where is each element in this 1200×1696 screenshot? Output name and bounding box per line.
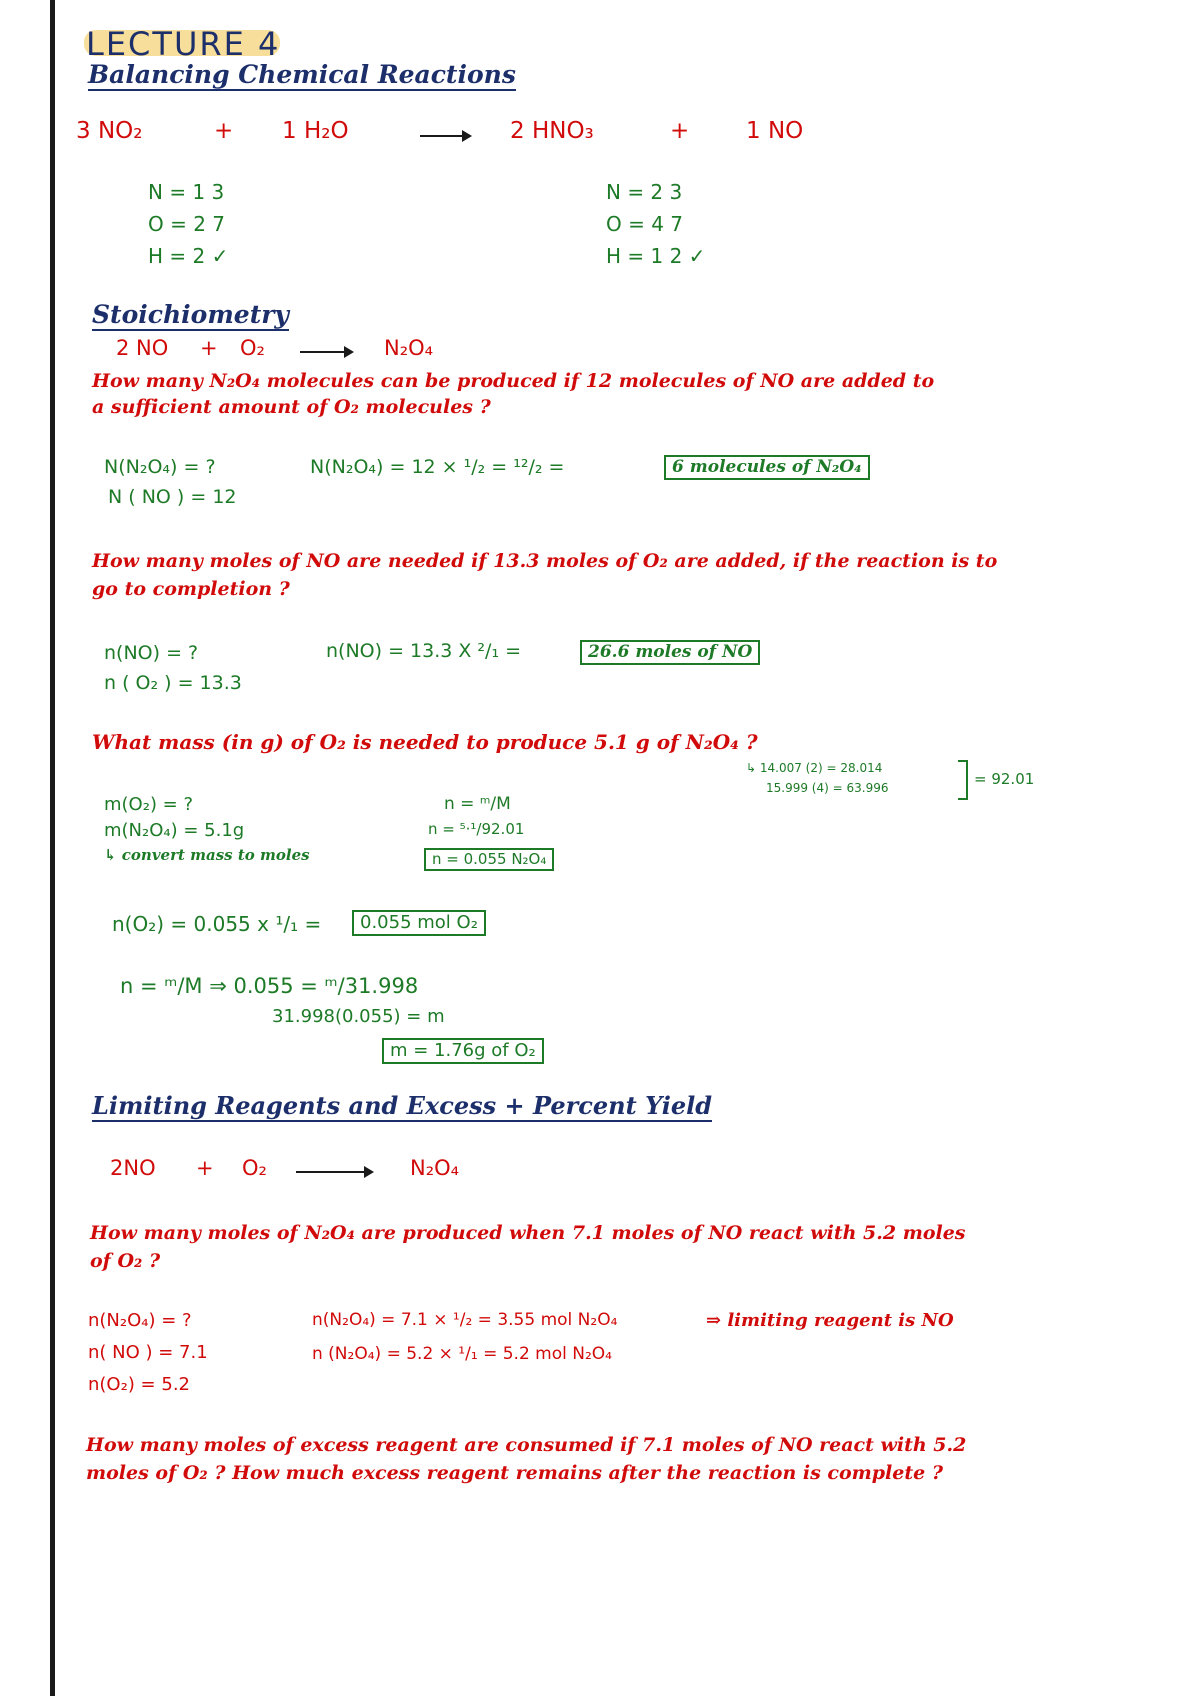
question-text: a sufficient amount of O₂ molecules ? bbox=[92, 396, 491, 418]
molar-mass-step: ↳ 14.007 (2) = 28.014 bbox=[746, 761, 883, 775]
answer-box: 6 molecules of N₂O₄ bbox=[664, 455, 870, 480]
given-value: N ( NO ) = 12 bbox=[108, 486, 237, 508]
reactant-no: 2 NO bbox=[116, 336, 169, 360]
question-text: moles of O₂ ? How much excess reagent remains after the reaction is complete ? bbox=[86, 1462, 943, 1484]
given-value: m(O₂) = ? bbox=[104, 794, 194, 815]
question-text: How many N₂O₄ molecules can be produced if 12 molecules of NO are added to bbox=[92, 370, 935, 392]
reaction-arrow bbox=[300, 351, 352, 353]
atom-count-right: O = 4 7 bbox=[606, 212, 684, 236]
given-value: n(O₂) = 5.2 bbox=[88, 1374, 190, 1395]
conclusion-text: ⇒ limiting reagent is NO bbox=[706, 1310, 954, 1331]
question-text: How many moles of N₂O₄ are produced when 7.1 moles of NO react with 5.2 moles bbox=[90, 1222, 966, 1244]
question-text: What mass (in g) of O₂ is needed to produce 5.1 g of N₂O₄ ? bbox=[92, 730, 758, 754]
given-value: n ( O₂ ) = 13.3 bbox=[104, 672, 242, 694]
question-text: How many moles of excess reagent are consumed if 7.1 moles of NO react with 5.2 bbox=[86, 1434, 967, 1456]
section-heading-limiting: Limiting Reagents and Excess + Percent Yield bbox=[92, 1091, 713, 1120]
question-text: How many moles of NO are needed if 13.3 moles of O₂ are added, if the reaction is to bbox=[92, 550, 998, 572]
calculation: n(NO) = 13.3 X ²/₁ = bbox=[326, 640, 522, 662]
calculation: N(N₂O₄) = 12 × ¹/₂ = ¹²/₂ = bbox=[310, 456, 565, 478]
calculation: n (N₂O₄) = 5.2 × ¹/₁ = 5.2 mol N₂O₄ bbox=[312, 1344, 612, 1364]
product-n2o4: N₂O₄ bbox=[384, 336, 434, 360]
given-value: N(N₂O₄) = ? bbox=[104, 456, 216, 478]
atom-count-left: O = 2 7 bbox=[148, 212, 226, 236]
answer-box: 26.6 moles of NO bbox=[580, 640, 760, 665]
atom-count-left: N = 1 3 bbox=[148, 180, 225, 204]
reactant-o2: O₂ bbox=[240, 336, 265, 360]
given-value: n( NO ) = 7.1 bbox=[88, 1342, 208, 1363]
product-no: 1 NO bbox=[746, 118, 804, 144]
answer-box: n = 0.055 N₂O₄ bbox=[424, 848, 554, 871]
answer-box: m = 1.76g of O₂ bbox=[382, 1038, 544, 1064]
lecture-title: LECTURE 4 bbox=[86, 25, 281, 63]
question-text: of O₂ ? bbox=[90, 1250, 161, 1272]
plus-sign: + bbox=[214, 118, 234, 144]
given-value: m(N₂O₄) = 5.1g bbox=[104, 820, 245, 841]
atom-count-right: N = 2 3 bbox=[606, 180, 683, 204]
section-heading-stoichiometry: Stoichiometry bbox=[92, 300, 289, 329]
plus-sign: + bbox=[670, 118, 690, 144]
calculation: n = ᵐ/M ⇒ 0.055 = ᵐ/31.998 bbox=[120, 974, 419, 998]
formula-step: n = ᵐ/M bbox=[444, 794, 511, 814]
plus-sign: + bbox=[196, 1156, 214, 1180]
answer-box: 0.055 mol O₂ bbox=[352, 910, 486, 936]
bracket bbox=[958, 760, 968, 800]
reaction-arrow bbox=[420, 135, 470, 137]
atom-count-left: H = 2 ✓ bbox=[148, 244, 229, 268]
molar-mass-step: 15.999 (4) = 63.996 bbox=[766, 781, 889, 795]
reactant-no: 2NO bbox=[110, 1156, 156, 1180]
given-value: n(N₂O₄) = ? bbox=[88, 1310, 192, 1331]
formula-step: n = ⁵·¹/92.01 bbox=[428, 820, 525, 838]
reactant-no2: 3 NO₂ bbox=[76, 118, 143, 144]
reactant-h2o: 1 H₂O bbox=[282, 118, 349, 144]
product-hno3: 2 HNO₃ bbox=[510, 118, 594, 144]
calculation: 31.998(0.055) = m bbox=[272, 1006, 445, 1027]
section-heading-balancing: Balancing Chemical Reactions bbox=[88, 60, 516, 89]
reaction-arrow bbox=[296, 1171, 372, 1173]
calculation: n(O₂) = 0.055 x ¹/₁ = bbox=[112, 912, 322, 936]
reactant-o2: O₂ bbox=[242, 1156, 267, 1180]
molar-mass-total: = 92.01 bbox=[974, 770, 1035, 788]
plus-sign: + bbox=[200, 336, 218, 360]
atom-count-right: H = 1 2 ✓ bbox=[606, 244, 706, 268]
margin-line bbox=[50, 0, 55, 1696]
product-n2o4: N₂O₄ bbox=[410, 1156, 460, 1180]
note-text: ↳ convert mass to moles bbox=[104, 846, 310, 864]
given-value: n(NO) = ? bbox=[104, 642, 199, 664]
question-text: go to completion ? bbox=[92, 578, 290, 600]
calculation: n(N₂O₄) = 7.1 × ¹/₂ = 3.55 mol N₂O₄ bbox=[312, 1310, 618, 1330]
